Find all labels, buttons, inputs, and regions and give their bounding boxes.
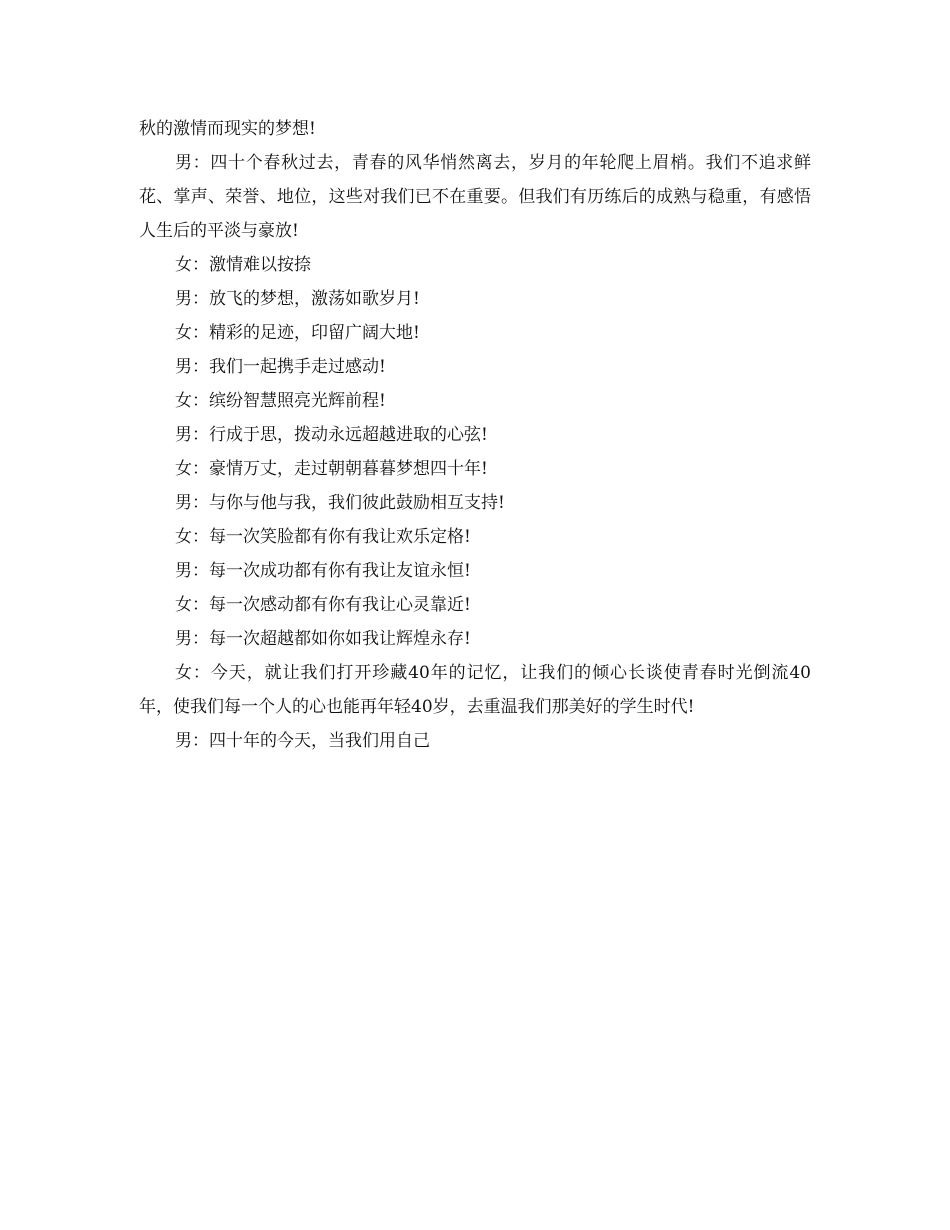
paragraph-male-line: 男：每一次超越都如你如我让辉煌永存!: [175, 629, 471, 649]
paragraph-male-line: 男：放飞的梦想，激荡如歌岁月!: [175, 289, 420, 309]
paragraph-male-line: 男：行成于思，拨动永远超越进取的心弦!: [175, 425, 488, 445]
paragraph-continuation: 秋的激情而现实的梦想!: [139, 119, 316, 139]
paragraph-male-line: 男：与你与他与我，我们彼此鼓励相互支持!: [175, 493, 505, 513]
paragraph-female-line: 女：缤纷智慧照亮光辉前程!: [175, 391, 386, 411]
paragraph-female-line: 女：精彩的足迹，印留广阔大地!: [175, 323, 420, 343]
paragraph-female-line: 女：今天，就让我们打开珍藏40年的记忆，让我们的倾心长谈使青春时光倒流40年，使我们每一个人的心也能再年轻40岁，去重温我们那美好的学生时代!: [139, 663, 811, 717]
document-body: [139, 112, 811, 758]
paragraph-female-line: 女：激情难以按捺: [175, 255, 311, 275]
paragraph-male-line: 男：每一次成功都有你有我让友谊永恒!: [175, 561, 471, 581]
paragraph-male-line: 男：四十年的今天，当我们用自己: [175, 731, 430, 751]
paragraph-female-line: 女：豪情万丈，走过朝朝暮暮梦想四十年!: [175, 459, 488, 479]
paragraph-male-line: 男：我们一起携手走过感动!: [175, 357, 386, 377]
paragraph-female-line: 女：每一次感动都有你有我让心灵靠近!: [175, 595, 471, 615]
paragraph-male-line: 男：四十个春秋过去，青春的风华悄然离去，岁月的年轮爬上眉梢。我们不追求鲜花、掌声、荣誉、地位，这些对我们已不在重要。但我们有历练后的成熟与稳重，有感悟人生后的平淡与豪放!: [139, 153, 811, 241]
paragraph-female-line: 女：每一次笑脸都有你有我让欢乐定格!: [175, 527, 471, 547]
